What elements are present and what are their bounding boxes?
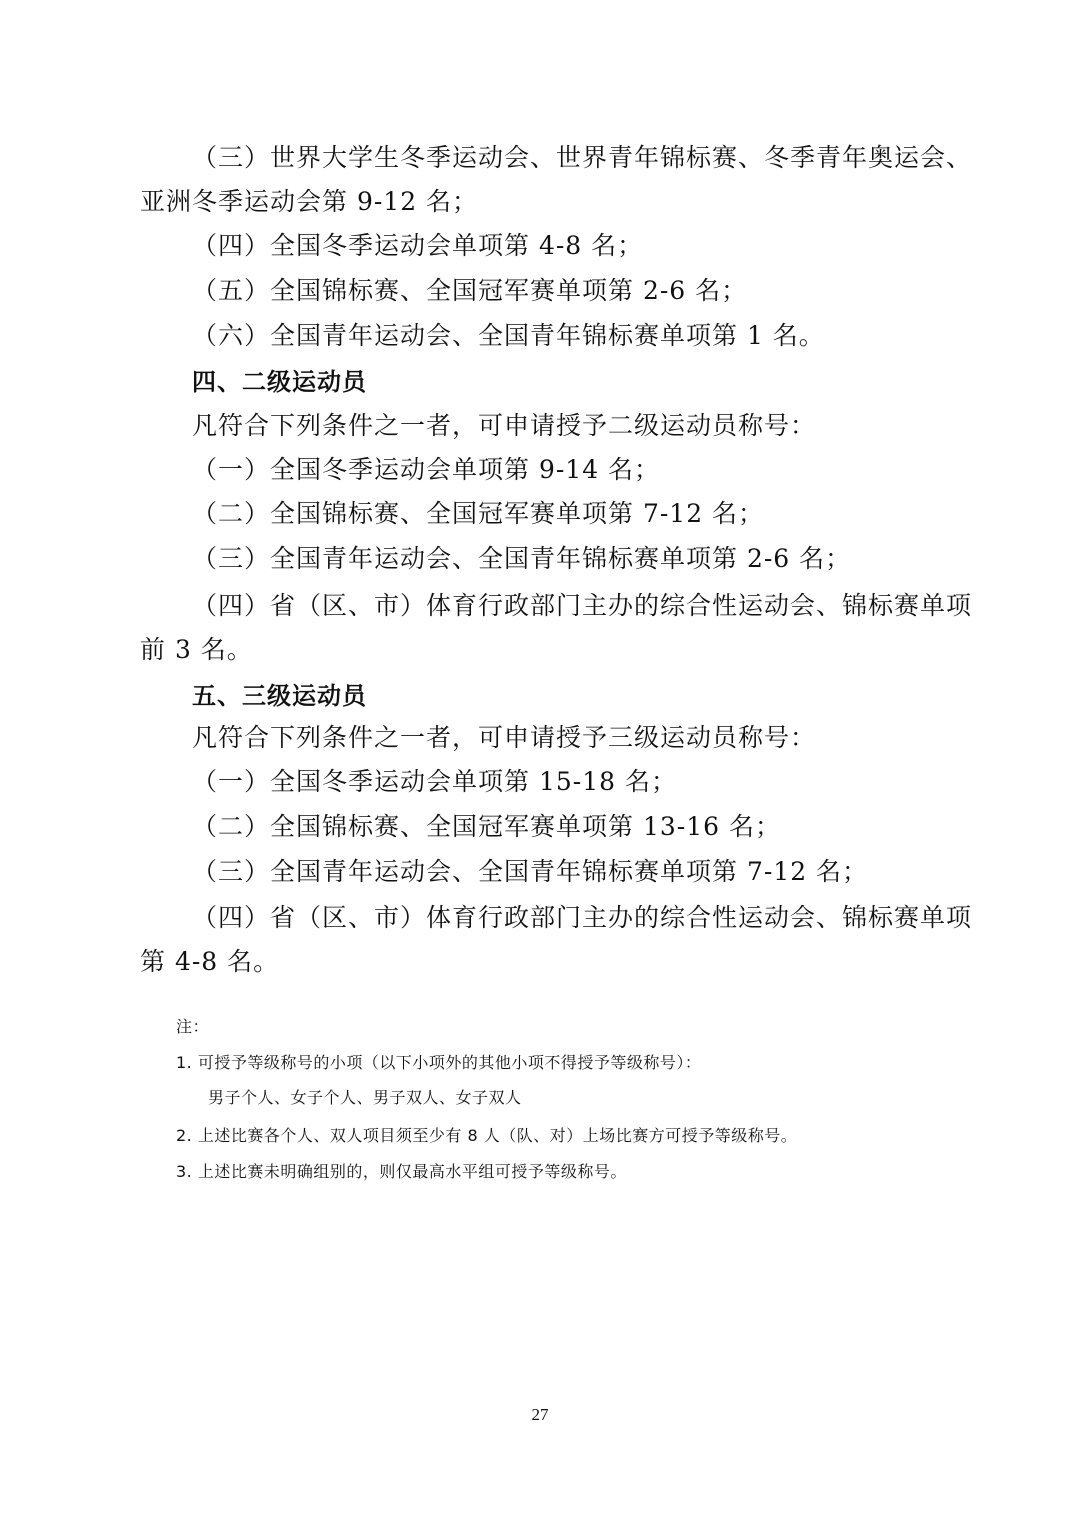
section4-heading: 四、二级运动员	[192, 368, 367, 396]
s5-item3: （三）全国青年运动会、全国青年锦标赛单项第 7-12 名；	[192, 857, 869, 886]
s3-item4: （四）全国冬季运动会单项第 4-8 名；	[192, 231, 644, 260]
s4-item2: （二）全国锦标赛、全国冠军赛单项第 7-12 名；	[192, 499, 765, 528]
s3-item6: （六）全国青年运动会、全国青年锦标赛单项第 1 名。	[192, 321, 825, 350]
notes-label: 注：	[176, 1017, 210, 1036]
section4-intro: 凡符合下列条件之一者，可申请授予二级运动员称号：	[192, 411, 817, 440]
s4-item1: （一）全国冬季运动会单项第 9-14 名；	[192, 455, 661, 484]
s5-item4-line2: 第 4-8 名。	[140, 947, 280, 976]
note-1-detail: 男子个人、女子个人、男子双人、女子双人	[208, 1088, 522, 1107]
s3-item3-line2: 亚洲冬季运动会第 9-12 名；	[140, 187, 479, 216]
section5-heading: 五、三级运动员	[192, 682, 367, 710]
s4-item4-line1: （四）省（区、市）体育行政部门主办的综合性运动会、锦标赛单项	[192, 591, 973, 620]
note-2: 2. 上述比赛各个人、双人项目须至少有 8 人（队、对）上场比赛方可授予等级称号。	[176, 1126, 798, 1145]
s3-item3-line1: （三）世界大学生冬季运动会、世界青年锦标赛、冬季青年奥运会、	[192, 143, 973, 172]
s5-item2: （二）全国锦标赛、全国冠军赛单项第 13-16 名；	[192, 812, 781, 841]
s5-item4-line1: （四）省（区、市）体育行政部门主办的综合性运动会、锦标赛单项	[192, 903, 973, 932]
s3-item5: （五）全国锦标赛、全国冠军赛单项第 2-6 名；	[192, 276, 748, 305]
s4-item3: （三）全国青年运动会、全国青年锦标赛单项第 2-6 名；	[192, 544, 852, 573]
s5-item1: （一）全国冬季运动会单项第 15-18 名；	[192, 767, 677, 796]
section5-intro: 凡符合下列条件之一者，可申请授予三级运动员称号：	[192, 723, 817, 752]
s4-item4-line2: 前 3 名。	[140, 635, 253, 664]
note-1: 1. 可授予等级称号的小项（以下小项外的其他小项不得授予等级称号）：	[176, 1053, 702, 1072]
note-3: 3. 上述比赛未明确组别的，则仅最高水平组可授予等级称号。	[176, 1162, 627, 1181]
page-number: 27	[531, 1405, 549, 1424]
